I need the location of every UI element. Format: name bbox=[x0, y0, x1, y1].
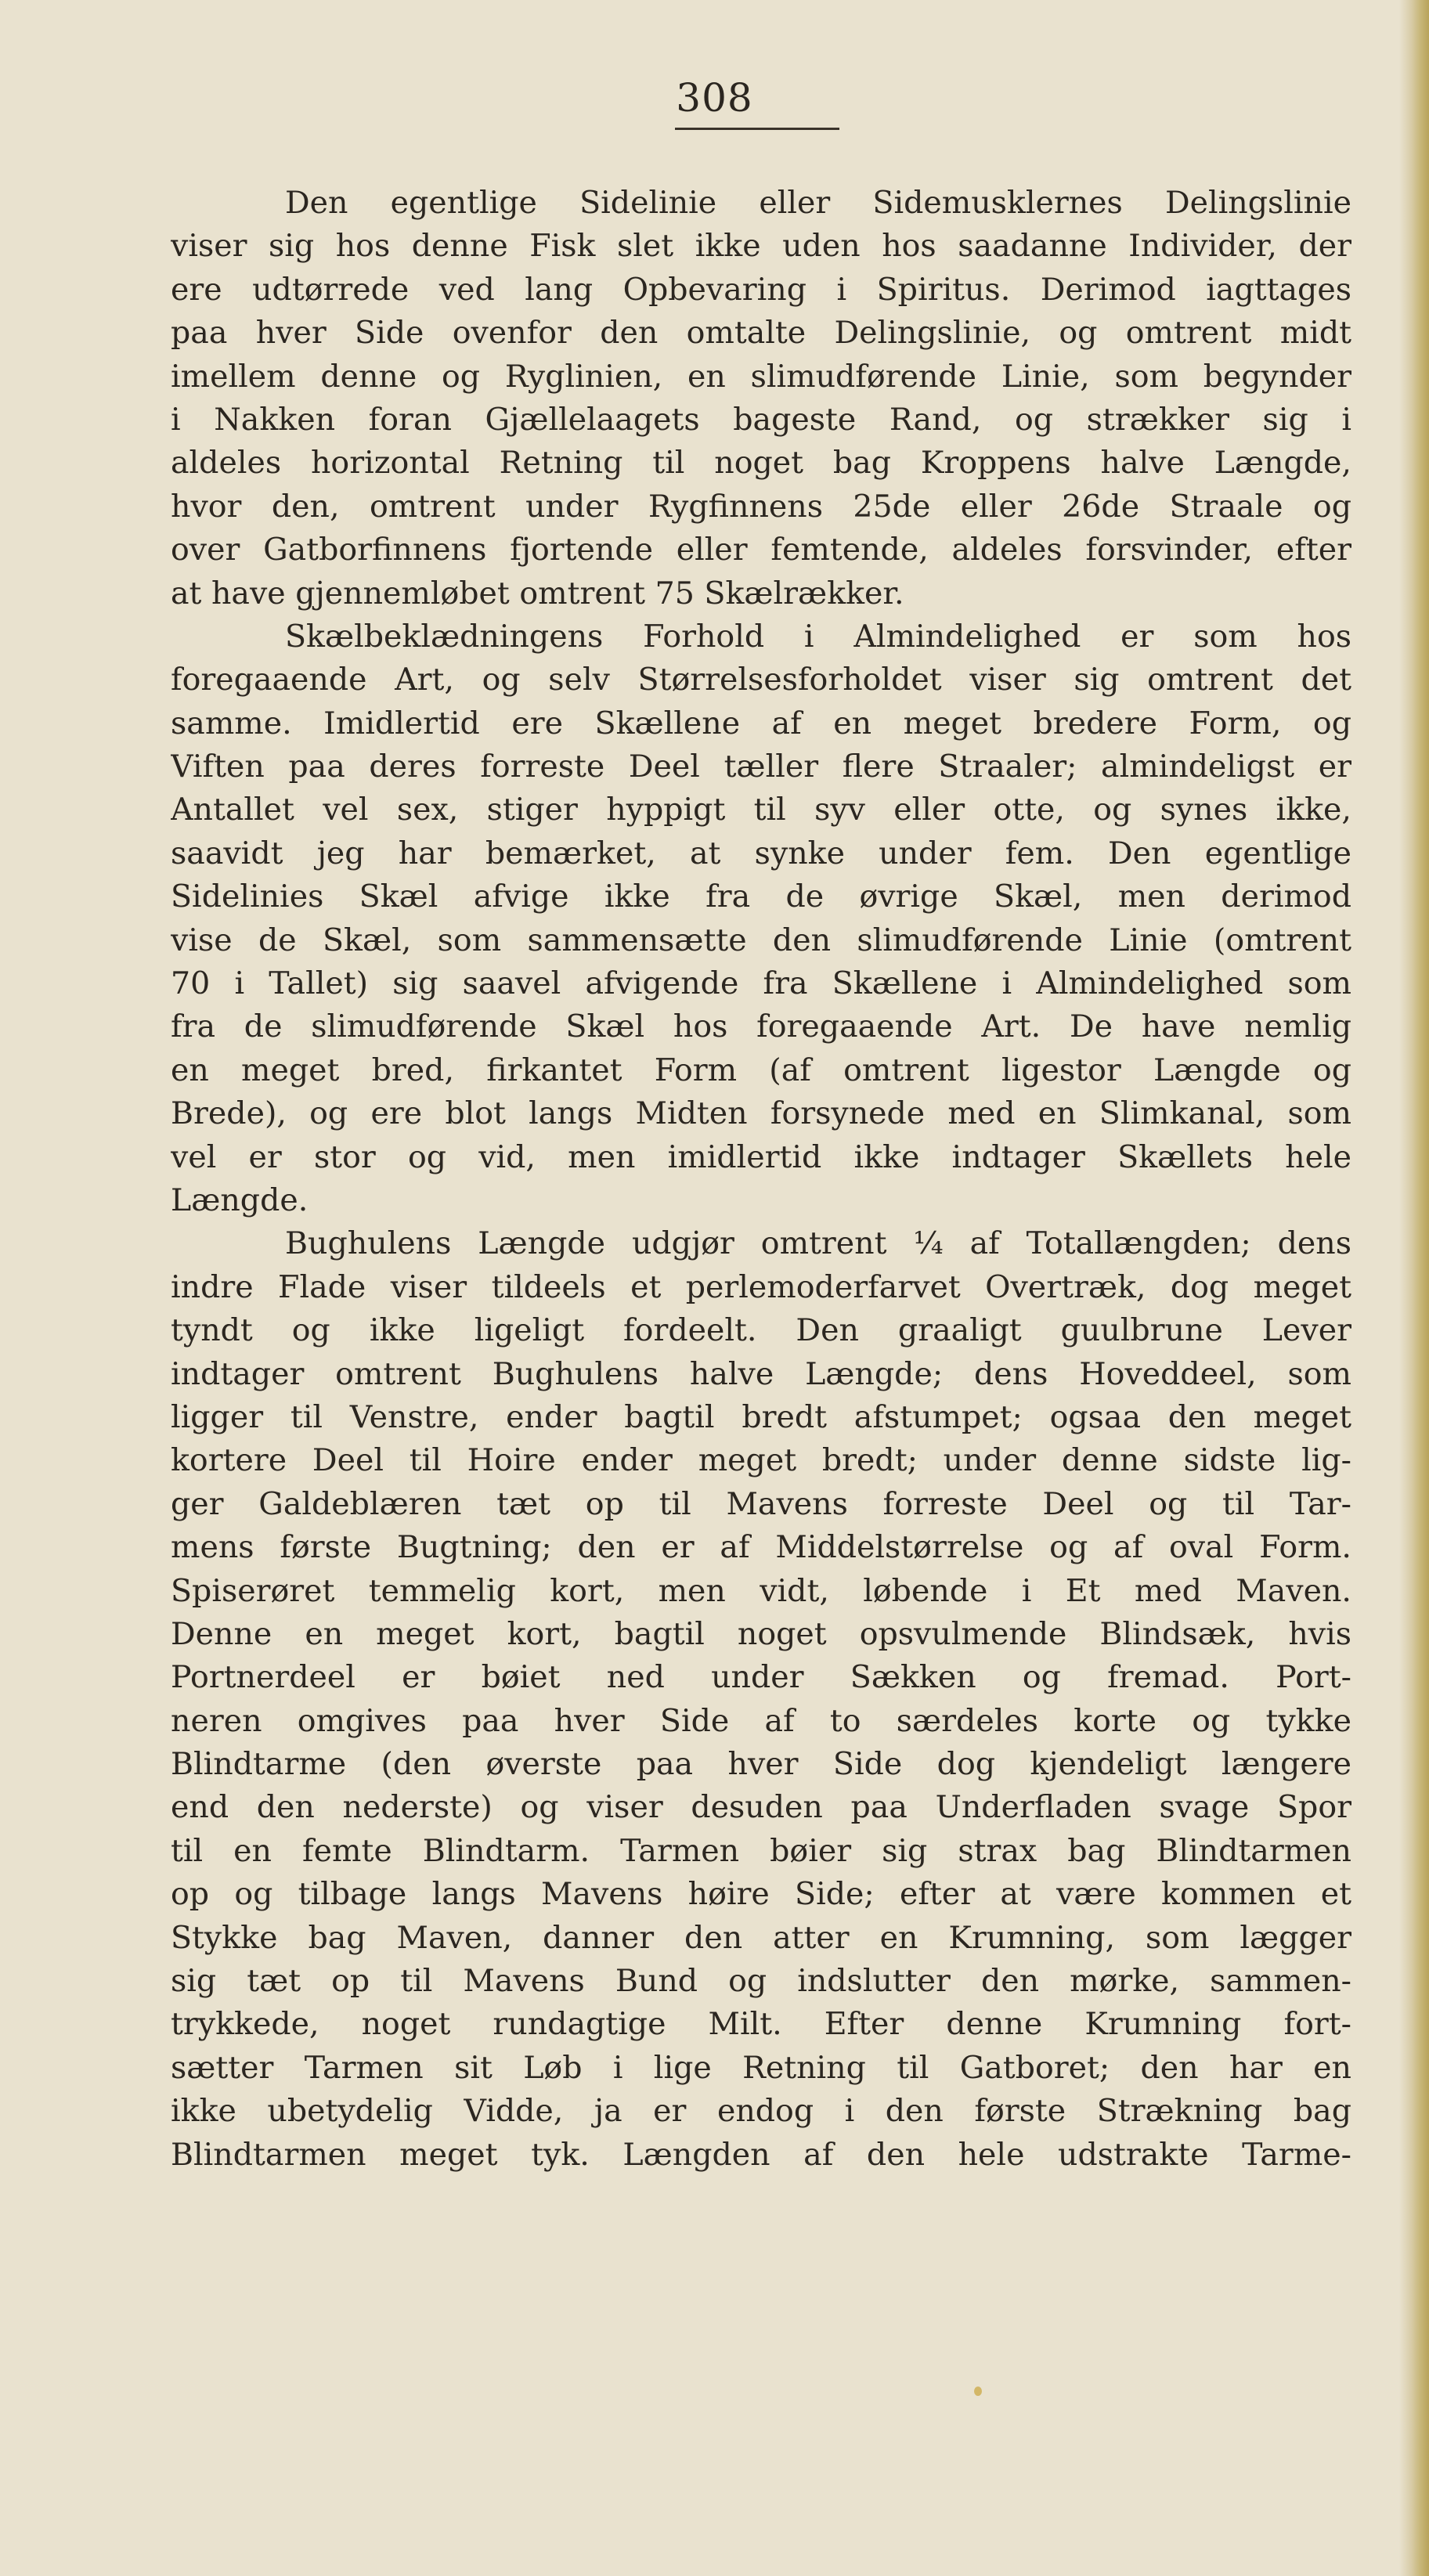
text-line: neren omgives paa hver Side af to særdeles korte og tykke bbox=[171, 1702, 1351, 1739]
text-line: en meget bred, firkantet Form (af omtrent ligestor Længde og bbox=[171, 1052, 1351, 1088]
text-line: 70 i Tallet) sig saavel afvigende fra Skællene i Almindelighed som bbox=[171, 965, 1351, 1002]
text-line: Viften paa deres forreste Deel tæller flere Straaler; almindeligst er bbox=[171, 749, 1351, 785]
text-line: sig tæt op til Mavens Bund og indslutter den mørke, sammen- bbox=[171, 1963, 1351, 2000]
text-line: ikke ubetydelig Vidde, ja er endog i den første Strækning bag bbox=[171, 2093, 1351, 2130]
page-number-rule bbox=[675, 128, 839, 130]
text-line: Sidelinies Skæl afvige ikke fra de øvrige Skæl, men derimod bbox=[171, 879, 1351, 915]
text-line: end den nederste) og viser desuden paa Underfladen svage Spor bbox=[171, 1789, 1351, 1826]
text-line: Bughulens Længde udgjør omtrent ¼ af Totallængden; dens bbox=[285, 1225, 1351, 1262]
text-line: aldeles horizontal Retning til noget bag Kroppens halve Længde, bbox=[171, 445, 1351, 482]
text-line: Spiserøret temmelig kort, men vidt, løbende i Et med Maven. bbox=[171, 1572, 1351, 1609]
text-line: saavidt jeg har bemærket, at synke under fem. Den egentlige bbox=[171, 835, 1351, 871]
page-number: 308 bbox=[676, 75, 753, 121]
text-line: at have gjennemløbet omtrent 75 Skælrækker. bbox=[171, 575, 904, 612]
text-line: Blindtarmen meget tyk. Længden af den hele udstrakte Tarme- bbox=[171, 2136, 1351, 2173]
text-line: paa hver Side ovenfor den omtalte Delingslinie, og omtrent midt bbox=[171, 315, 1351, 352]
body-text bbox=[171, 182, 1351, 2177]
text-line: Blindtarme (den øverste paa hver Side dog kjendeligt længere bbox=[171, 1746, 1351, 1783]
text-line: ger Galdeblæren tæt op til Mavens forreste Deel og til Tar- bbox=[171, 1485, 1351, 1522]
text-line: i Nakken foran Gjællelaagets bageste Rand, og strækker sig i bbox=[171, 401, 1351, 438]
text-line: op og tilbage langs Mavens høire Side; efter at være kommen et bbox=[171, 1876, 1351, 1913]
text-line: fra de slimudførende Skæl hos foregaaende Art. De have nemlig bbox=[171, 1008, 1351, 1045]
text-line: Den egentlige Sidelinie eller Sidemusklernes Delingslinie bbox=[285, 185, 1351, 221]
text-line: Skælbeklædningens Forhold i Almindelighed er som hos bbox=[285, 618, 1351, 655]
text-line: indre Flade viser tildeels et perlemoderfarvet Overtræk, dog meget bbox=[171, 1268, 1351, 1305]
text-line: sætter Tarmen sit Løb i lige Retning til Gatboret; den har en bbox=[171, 2049, 1351, 2086]
text-line: indtager omtrent Bughulens halve Længde; dens Hoveddeel, som bbox=[171, 1355, 1351, 1392]
text-line: imellem denne og Ryglinien, en slimudførende Linie, som begynder bbox=[171, 358, 1351, 395]
text-line: Stykke bag Maven, danner den atter en Krumning, som lægger bbox=[171, 1919, 1351, 1956]
text-line: ere udtørrede ved lang Opbevaring i Spiritus. Derimod iagttages bbox=[171, 271, 1351, 308]
text-line: over Gatborfinnens fjortende eller femtende, aldeles forsvinder, efter bbox=[171, 532, 1351, 568]
text-line: foregaaende Art, og selv Størrelsesforholdet viser sig omtrent det bbox=[171, 662, 1351, 698]
text-line: samme. Imidlertid ere Skællene af en meget bredere Form, og bbox=[171, 705, 1351, 741]
text-line: vel er stor og vid, men imidlertid ikke indtager Skællets hele bbox=[171, 1138, 1351, 1175]
text-line: Længde. bbox=[171, 1182, 309, 1218]
text-line: tyndt og ikke ligeligt fordeelt. Den graaligt guulbrune Lever bbox=[171, 1312, 1351, 1349]
text-line: Portnerdeel er bøiet ned under Sækken og fremad. Port- bbox=[171, 1659, 1351, 1696]
text-line: viser sig hos denne Fisk slet ikke uden hos saadanne Individer, der bbox=[171, 228, 1351, 265]
text-line: trykkede, noget rundagtige Milt. Efter denne Krumning fort- bbox=[171, 2006, 1351, 2043]
text-line: kortere Deel til Hoire ender meget bredt; under denne sidste lig- bbox=[171, 1442, 1351, 1479]
text-line: Brede), og ere blot langs Midten forsynede med en Slimkanal, som bbox=[171, 1095, 1351, 1132]
text-line: vise de Skæl, som sammensætte den slimudførende Linie (omtrent bbox=[171, 922, 1351, 958]
text-line: til en femte Blindtarm. Tarmen bøier sig strax bag Blindtarmen bbox=[171, 1832, 1351, 1869]
ink-spot bbox=[974, 2387, 982, 2396]
text-line: Antallet vel sex, stiger hyppigt til syv eller otte, og synes ikke, bbox=[171, 792, 1351, 828]
text-line: mens første Bugtning; den er af Middelstørrelse og af oval Form. bbox=[171, 1529, 1351, 1566]
page-edge bbox=[1399, 0, 1429, 2576]
text-line: Denne en meget kort, bagtil noget opsvulmende Blindsæk, hvis bbox=[171, 1615, 1351, 1652]
text-line: ligger til Venstre, ender bagtil bredt afstumpet; ogsaa den meget bbox=[171, 1398, 1351, 1435]
text-line: hvor den, omtrent under Rygfinnens 25de eller 26de Straale og bbox=[171, 488, 1351, 525]
